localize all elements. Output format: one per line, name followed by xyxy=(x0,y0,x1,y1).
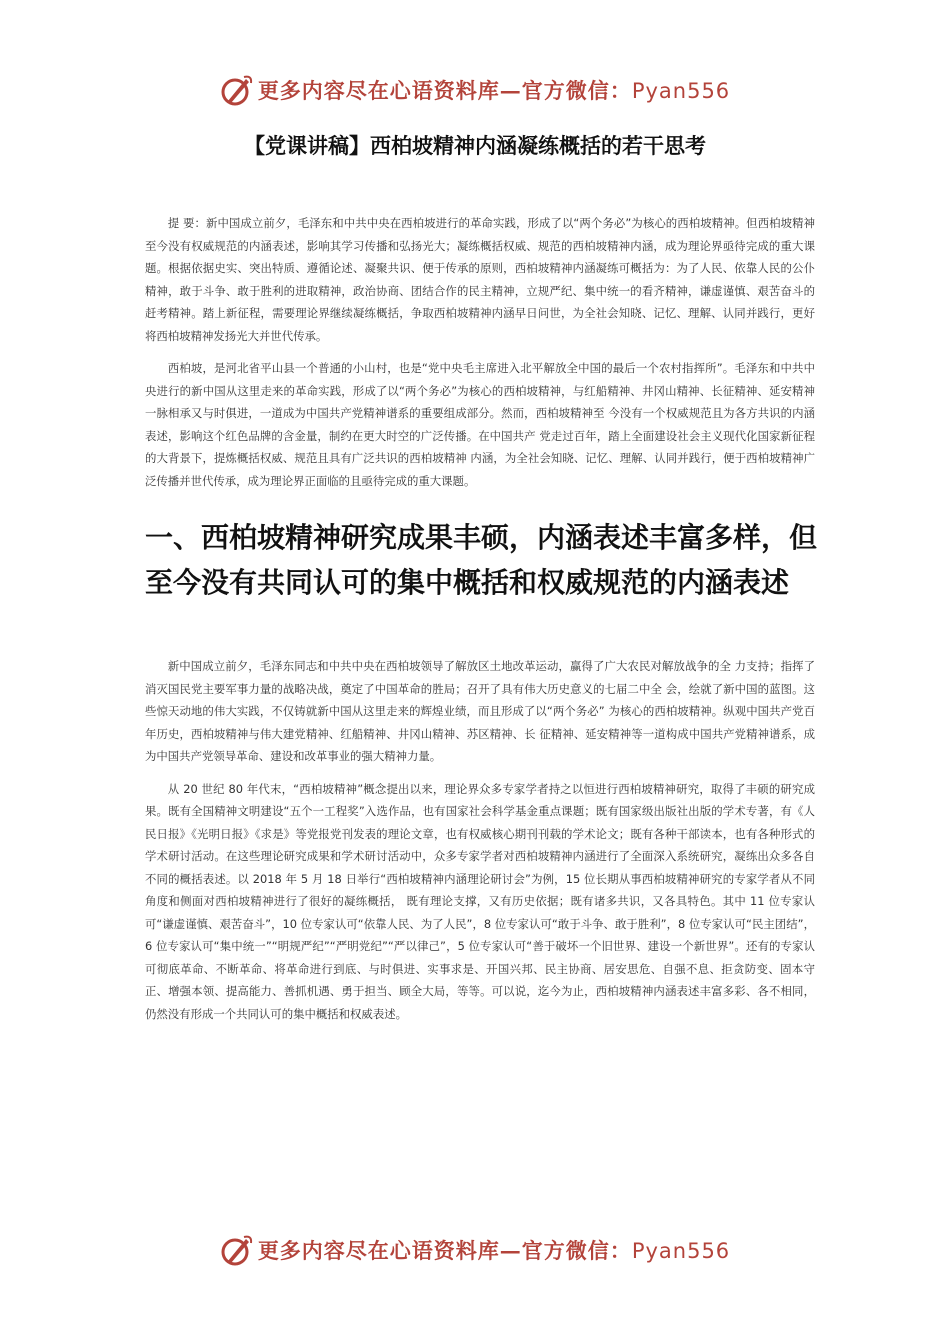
watermark-text: 更多内容尽在心语资料库—官方微信：Pyan556 xyxy=(257,78,731,103)
quill-logo-icon xyxy=(220,73,254,107)
abstract-paragraph: 提 要：新中国成立前夕，毛泽东和中共中央在西柏坡进行的革命实践，形成了以“两个务必”为核心的西柏坡精神。但西柏坡精神至今没有权威规范的内涵表述，影响其学习传播和弘扬光大；凝练概括权威、规范的西柏坡精神内涵，成为理论界亟待完成的重大课题。根据依据史实、突出特质、遵循论述、凝聚共识、便于传承的原则，西柏坡精神内涵凝练可概括为：为了人民、依靠人民的公仆精神，敢于斗争、敢于胜利的进取精神，政治协商、团结合作的民主精神，立规严纪、集中统一的看齐精神，谦虚谨慎、艰苦奋斗的赶考精神。踏上新征程，需要理论界继续凝练概括，争取西柏坡精神内涵早日问世，为全社会知晓、记忆、理解、认同并践行，更好将西柏坡精神发扬光大并世代传承。 xyxy=(145,216,815,343)
page-title: 【党课讲稿】西柏坡精神内涵凝练概括的若干思考 xyxy=(244,134,706,158)
section1-body xyxy=(145,655,815,1035)
quill-logo-icon xyxy=(220,1233,254,1267)
body-paragraph: 从 20 世纪 80 年代末，“西柏坡精神”概念提出以来，理论界众多专家学者持之以恒进行西柏坡精神研究，取得了丰硕的研究成果。既有全国精神文明建设“五个一工程奖”入选作品，也有国家社会科学基金重点课题；既有国家级出版社出版的学术专著，有《人民日报》《光明日报》《求是》等党报党刊发表的理论文章，也有权威核心期刊刊载的学术论文；既有各种干部读本，也有各种形式的学术研讨活动。在这些理论研究成果和学术研讨活动中，众多专家学者对西柏坡精神内涵进行了全面深入系统研究，凝练出众多各自不同的概括表述。以 2018 年 5 月 18 日举行“西柏坡精神内涵理论研讨会”为例，15 位长期从事西柏坡精神研究的专家学者从不同角度和侧面对西柏坡精神进行了很好的凝练概括， 既有理论支撑，又有历史依据；既有诸多共识，又各具特色。其中 11 位专家认可“谦虚谨慎、艰苦奋斗”，10 位专家认可“依靠人民、为了人民”，8 位专家认可“敢于斗争、敢于胜利”，8 位专家认可“民主团结”，6 位专家认可“集中统一”“明规严纪”“严明党纪”“严以律己”，5 位专家认可“善于破坏一个旧世界、建设一个新世界”。还有的专家认可彻底革命、不断革命、将革命进行到底、与时俱进、实事求是、开国兴邦、民主协商、居安思危、自强不息、拒贪防变、固本守正、增强本领、提高能力、善抓机遇、勇于担当、顾全大局，等等。可以说，迄今为止，西柏坡精神内涵表述丰富多彩、各不相同，仍然没有形成一个共同认可的集中概括和权威表述。 xyxy=(145,781,815,1021)
intro-section xyxy=(145,212,815,502)
body-paragraph: 新中国成立前夕，毛泽东同志和中共中央在西柏坡领导了解放区土地改革运动，赢得了广大农民对解放战争的全 力支持；指挥了消灭国民党主要军事力量的战略决战，奠定了中国革命的胜局；召开了具有伟大历史意义的七届二中全 会，绘就了新中国的蓝图。这些惊天动地的伟大实践，不仅铸就新中国从这里走来的辉煌业绩，而且形成了以“两个务必” 为核心的西柏坡精神。纵观中国共产党百年历史，西柏坡精神与伟大建党精神、红船精神、井冈山精神、苏区精神、长 征精神、延安精神等一道构成中国共产党精神谱系，成为中国共产党领导革命、建设和改革事业的强大精神力量。 xyxy=(145,659,815,763)
watermark-text: 更多内容尽在心语资料库—官方微信：Pyan556 xyxy=(257,1238,731,1263)
intro-paragraph: 西柏坡，是河北省平山县一个普通的小山村，也是“党中央毛主席进入北平解放全中国的最后一个农村指挥所”。毛泽东和中共中央进行的新中国从这里走来的革命实践，形成了以“两个务必”为核心的西柏坡精神，与红船精神、井冈山精神、长征精神、延安精神一脉相承又与时俱进，一道成为中国共产党精神谱系的重要组成部分。然而，西柏坡精神至 今没有一个权威规范且为各方共识的内涵表述，影响这个红色品牌的含金量，制约在更大时空的广泛传播。在中国共产 党走过百年，踏上全面建设社会主义现代化国家新征程的大背景下，提炼概括权威、规范且具有广泛共识的西柏坡精神 内涵，为全社会知晓、记忆、理解、认同并践行，便于西柏坡精神广泛传播并世代传承，成为理论界正面临的且亟待完成的重大课题。 xyxy=(145,361,815,488)
section-heading: 一、西柏坡精神研究成果丰硕，内涵表述丰富多样，但至今没有共同认可的集中概括和权威规范的内涵表述 xyxy=(145,521,818,599)
footer-watermark-banner xyxy=(0,1230,950,1270)
header-watermark-banner xyxy=(0,70,950,110)
